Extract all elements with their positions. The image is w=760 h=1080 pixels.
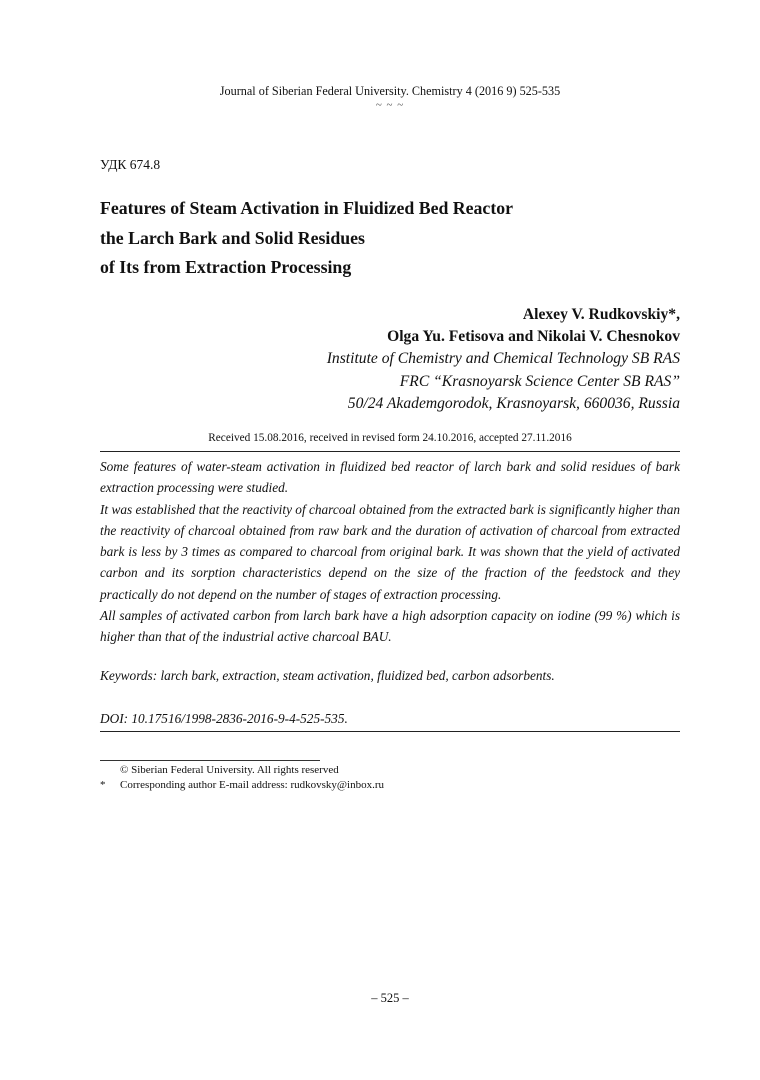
header-ornament: ~ ~ ~ (375, 99, 405, 111)
article-title (100, 194, 660, 283)
footnote-corresponding (100, 778, 384, 794)
abstract-paragraph: All samples of activated carbon from larch bark have a high adsorption capacity on iodine (99 %) which is higher than that of the industrial active charcoal BAU. (100, 608, 680, 645)
abstract-bottom-rule (100, 731, 680, 732)
footnote-copyright (100, 763, 339, 779)
affiliation-line: 50/24 Akademgorodok, Krasnoyarsk, 660036, Russia (347, 395, 680, 412)
doi: DOI: 10.17516/1998-2836-2016-9-4-525-535. (100, 711, 348, 726)
author-line: Olga Yu. Fetisova and Nikolai V. Chesnokov (387, 327, 680, 345)
author-line: Alexey V. Rudkovskiy*, (522, 306, 680, 323)
affiliation-line: Institute of Chemistry and Chemical Technology SB RAS (326, 350, 680, 367)
authors (387, 304, 680, 347)
abstract-top-rule (100, 451, 680, 452)
title-line: Features of Steam Activation in Fluidized Bed Reactor (100, 198, 514, 218)
keywords: Keywords: larch bark, extraction, steam activation, fluidized bed, carbon adsorbents. (100, 668, 555, 683)
abstract-paragraph: It was established that the reactivity of charcoal obtained from the extracted bark is significantly higher than the reactivity of charcoal obtained from raw bark and the duration of activation of charcoal from extracted bark is less by 3 times as compared to charcoal from original bark. It was shown that the yield of activated carbon and its sorption characteristics depend on the size of the fraction of the feedstock and they practically do not depend on the number of stages of extraction processing. (100, 501, 680, 602)
title-line: the Larch Bark and Solid Residues (100, 227, 365, 248)
title-line: of Its from Extraction Processing (100, 257, 352, 277)
udk-code: УДК 674.8 (100, 157, 161, 172)
page-number: – 525 – (371, 991, 409, 1005)
footnote-rule (100, 760, 320, 761)
journal-header: Journal of Siberian Federal University. Chemistry 4 (2016 9) 525-535 (219, 84, 561, 98)
affiliation-line: FRC “Krasnoyarsk Science Center SB RAS” (399, 372, 680, 390)
received-dates: Received 15.08.2016, received in revised form 24.10.2016, accepted 27.11.2016 (208, 432, 572, 444)
corresponding-email: Corresponding author E-mail address: rudkovsky@inbox.ru (120, 779, 385, 791)
copyright-text: © Siberian Federal University. All rights reserved (120, 764, 339, 776)
abstract-paragraph: Some features of water-steam activation in fluidized bed reactor of larch bark and solid residues of bark extraction processing were studied. (100, 459, 680, 496)
abstract (100, 456, 680, 648)
affiliation (327, 348, 680, 416)
footnote-star: * (100, 779, 106, 791)
